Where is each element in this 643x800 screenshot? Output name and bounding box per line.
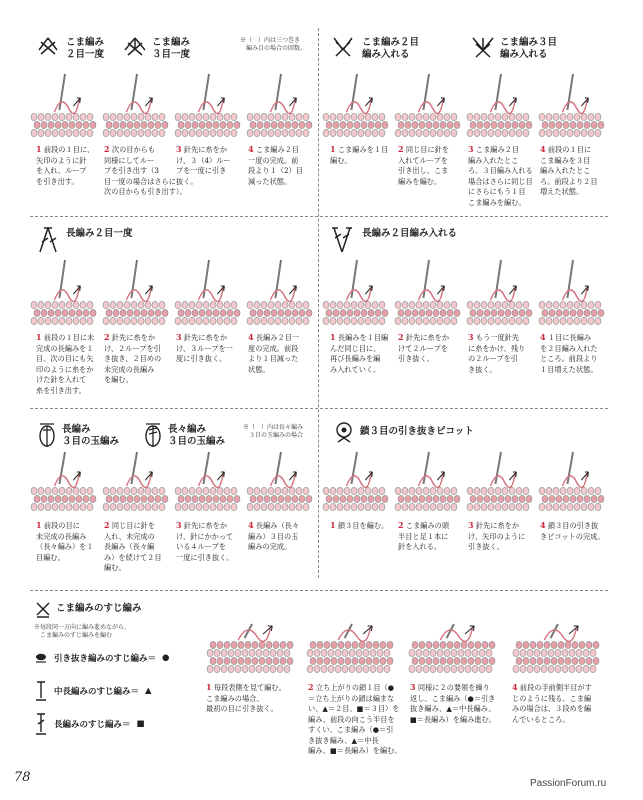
step-text: 1 前段の１目に、 矢印のように針 を入れ、ループ を引き出す。 (36, 144, 95, 186)
hdc-back-loop-icon (34, 680, 48, 702)
sc2inc-symbol-icon (330, 34, 356, 62)
crochet-illustration (394, 256, 464, 328)
section-note: ※（ ）内は三つ巻き 編み目の場合の回数。 (240, 37, 307, 52)
step-text: 1 前段の目に 未完成の長編み （長々編み）を１ 目編む。 (36, 520, 94, 562)
step-text: 2 針先に糸をか け、２ループを引 き抜き、２目めの 未完成の長編み を編む。 (104, 332, 162, 384)
crochet-illustration (538, 256, 608, 328)
dc2inc-symbol-icon (330, 224, 354, 256)
step-text: 3 こま編み２目 編み入れたとこ ろ。３目編み入れる 場合はさらに同じ目 にさらにもう１目 こま編みを編む。 (468, 144, 533, 207)
step-text: 2 立ち上がりの鎖１目（● ＝立ち上がりの鎖は編まな い、▲＝２目、■＝３目）を 編み、前段の向こう半目を すくい、こま編み（●＝引 き抜き編み、▲＝中長 編み、■＝長編み）を編む。 (308, 682, 402, 755)
divider (30, 216, 608, 217)
crochet-illustration (538, 70, 608, 140)
crochet-illustration (102, 256, 172, 328)
step-text: 4 鎖３目の引き抜 きピコットの完成。 (540, 520, 605, 541)
divider (30, 408, 608, 409)
step-text: 4 長編み（長々 編み）３目の玉 編みの完成。 (248, 520, 300, 551)
crochet-illustration (466, 448, 536, 514)
legend-item (34, 652, 169, 664)
step-text: 4 長編み２目一 度の完成。前段 より１目減った 状態。 (248, 332, 300, 374)
crochet-illustration (246, 256, 316, 328)
crochet-illustration (512, 620, 604, 676)
sc-back-loop-icon (34, 600, 52, 618)
dc3-bobble-icon (36, 420, 58, 450)
section-title: こま編み ３目一度 (152, 37, 191, 60)
section-title: 長編み２目一度 (66, 228, 133, 239)
step-text: 2 同じ目に針を 入れてループを 引き出し、こま 編みを編む。 (398, 144, 450, 186)
crochet-illustration (322, 70, 392, 140)
crochet-illustration (30, 70, 100, 140)
legend-mark: ■ (136, 719, 145, 729)
watermark: PassionForum.ru (530, 778, 607, 789)
legend-label: 中長編みのすじ編み＝ (54, 687, 140, 697)
section-title: 長編み２目編み入れる (362, 228, 458, 239)
page-number: 78 (14, 770, 31, 785)
section-title: こま編み３目 編み入れる (500, 37, 558, 60)
legend-mark: ▲ (145, 686, 152, 696)
step-text: 3 同様に２の要領を繰り 返し、こま編み（●＝引き 抜き編み、▲＝中長編み、 ■＝長編み）を編み進む。 (410, 682, 496, 724)
step-text: 4 前段の１目に こま編みを３目 編み入れたとこ ろ。前段より２目 増えた状態。 (540, 144, 598, 196)
step-text: 1 こま編みを１目 編む。 (330, 144, 389, 165)
crochet-illustration (102, 70, 172, 140)
step-text: 4 こま編み２目 一度の完成。前 段より１（2）目 減った状態。 (248, 144, 303, 186)
slip-stitch-back-loop-icon (34, 652, 48, 664)
crochet-illustration (174, 448, 244, 514)
step-text: 4 前段の手前側半目がす じのように残る。こま編 みの場合は、３段めを編 んでいるところ。 (512, 682, 592, 724)
legend-item (34, 680, 152, 702)
section-title: 長々編み ３目の玉編み (168, 424, 226, 447)
crochet-illustration (246, 448, 316, 514)
crochet-illustration (322, 256, 392, 328)
step-text: 1 長編みを１目編 んだ同じ目に、 再び長編みを編 み入れていく。 (330, 332, 389, 374)
legend-label: 長編みのすじ編み＝ (54, 720, 131, 730)
sc3inc-symbol-icon (470, 34, 496, 62)
section-title: こま編み ２目一度 (66, 37, 105, 60)
step-text: 3 針先に糸をか け、針にかかって いる４ループを 一度に引き抜く。 (176, 520, 234, 562)
tr3-bobble-icon (142, 420, 164, 450)
crochet-illustration (30, 256, 100, 328)
crochet-illustration (322, 448, 392, 514)
section-title: 鎖３目の引き抜きピコット (360, 426, 474, 437)
picot-symbol-icon (332, 420, 356, 448)
crochet-illustration (174, 256, 244, 328)
dc-back-loop-icon (34, 712, 48, 736)
crochet-illustration (306, 620, 398, 676)
crochet-illustration (206, 620, 298, 676)
sc2tog-symbol-icon (35, 34, 61, 62)
crochet-illustration (30, 448, 100, 514)
legend-mark: ● (162, 653, 170, 663)
dc2tog-symbol-icon (36, 224, 60, 256)
divider (318, 28, 319, 578)
crochet-illustration (466, 256, 536, 328)
crochet-illustration (538, 448, 608, 514)
section-title: こま編み２目 編み入れる (362, 37, 420, 60)
legend-item (34, 712, 145, 736)
step-text: 2 同じ目に針を 入れ、未完成の 長編み（長々編 み）を続けて２目 編む。 (104, 520, 162, 572)
section-note: ※毎段同一方向に編み進めながら、 こま編みのすじ編みを編む (34, 624, 131, 639)
step-text: 1 鎖３目を編む。 (330, 520, 389, 530)
sc3tog-symbol-icon (122, 34, 148, 62)
step-text: 4 １目に長編み を２目編み入れた ところ。前段より １目増えた状態。 (540, 332, 598, 374)
section-title: こま編みのすじ編み (56, 603, 142, 614)
step-text: 3 針先に糸をか け、３ループを一 度に引き抜く。 (176, 332, 233, 363)
step-text: 3 針先に糸をか け、３（4）ルー プを一度に引き 抜く。 (176, 144, 231, 186)
step-text: 1 前段の１目に未 完成の長編みを１ 目、次の目にも矢 印のように糸をか けた針を入れて 糸を引き出す。 (36, 332, 95, 395)
divider (30, 590, 608, 591)
step-text: 2 こま編みの頭 半目と足１本に 針を入れる。 (398, 520, 450, 551)
step-text: 3 針先に糸をか け、矢印のように 引き抜く。 (468, 520, 526, 551)
step-text: 2 針先に糸をか けて２ループを 引き抜く。 (398, 332, 450, 363)
crochet-illustration (394, 448, 464, 514)
crochet-illustration (102, 448, 172, 514)
crochet-illustration (246, 70, 316, 140)
section-title: 長編み ３目の玉編み (62, 424, 120, 447)
crochet-illustration (394, 70, 464, 140)
step-text: 1 毎段表側を見て編む。 こま編みの場合、 最初の目に引き抜く。 (206, 682, 286, 713)
crochet-illustration (174, 70, 244, 140)
step-text: 3 もう一度針先 に糸をかけ、残り の２ループを引 き抜く。 (468, 332, 526, 374)
crochet-illustration (408, 620, 500, 676)
section-note: ※（ ）内は長々編み ３目の玉編みの場合 (243, 424, 304, 439)
legend-label: 引き抜き編みのすじ編み＝ (54, 654, 157, 664)
step-text: 2 次の目からも 同様にしてルー プを引き出す（3 目一度の場合はさらに 次の目からも引き出す）。 (104, 144, 187, 196)
crochet-illustration (466, 70, 536, 140)
